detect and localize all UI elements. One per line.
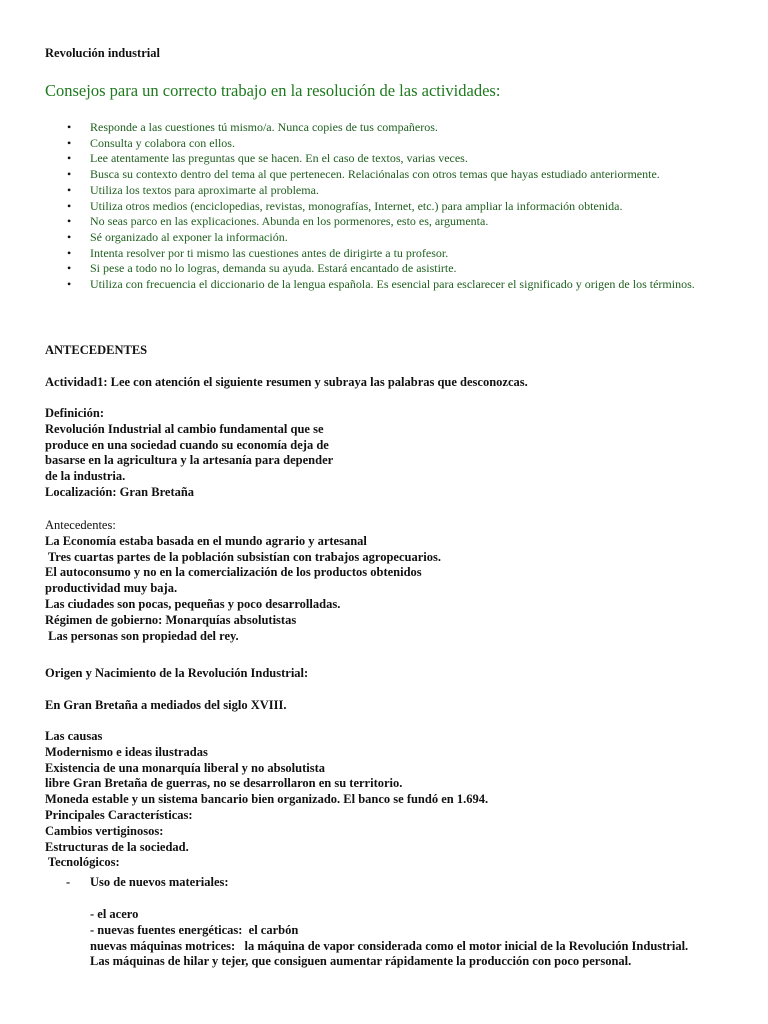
- origen-heading: Origen y Nacimiento de la Revolución Industrial:: [45, 666, 309, 680]
- materiales-item: [66, 874, 229, 890]
- antecedentes-label: Antecedentes:: [45, 518, 116, 532]
- bullet-icon: •: [67, 198, 72, 213]
- tips-list-item: • Intenta resolver por ti mismo las cuestiones antes de dirigirte a tu profesor.: [67, 245, 449, 260]
- causas-line: Modernismo e ideas ilustradas: [45, 744, 208, 759]
- bullet-icon: •: [67, 214, 72, 229]
- materiales-sublist: [90, 907, 688, 970]
- causas-heading: Las causas: [45, 729, 103, 743]
- antecedentes-line: La Economía estaba basada en el mundo agrario y artesanal: [45, 533, 367, 548]
- bullet-icon: •: [67, 245, 72, 260]
- tips-list-item: • Utiliza con frecuencia el diccionario de la lengua española. Es esencial para esclarecer el significado y origen de los términos.: [67, 277, 695, 292]
- tips-list-item: • Sé organizado al exponer la información.: [67, 229, 288, 244]
- definicion-line: produce en una sociedad cuando su economía deja de: [45, 437, 329, 452]
- tips-list-item: • Busca su contexto dentro del tema al que pertenecen. Relaciónalas con otros temas que hayas estudiado anteriormente.: [67, 167, 660, 182]
- definicion-block: [45, 406, 333, 501]
- tips-list-item: • No seas parco en las explicaciones. Abunda en los pormenores, esto es, argumenta.: [67, 214, 489, 229]
- antecedentes-line: Las personas son propiedad del rey.: [45, 628, 239, 643]
- tips-list: [45, 120, 705, 293]
- antecedentes-line: Régimen de gobierno: Monarquías absolutistas: [45, 612, 297, 627]
- tips-list-item: • Consulta y colabora con ellos.: [67, 135, 235, 150]
- causas-line: Moneda estable y un sistema bancario bien organizado. El banco se fundó en 1.694.: [45, 792, 489, 807]
- tips-list-item: • Utiliza otros medios (enciclopedias, revistas, monografías, Internet, etc.) para ampliar la información obtenida.: [67, 198, 623, 213]
- sublist-line: - nuevas fuentes energéticas: el carbón: [90, 922, 299, 937]
- causas-block: [45, 729, 488, 871]
- antecedentes-line: productividad muy baja.: [45, 581, 178, 596]
- bullet-icon: •: [67, 229, 72, 244]
- causas-line: Cambios vertiginosos:: [45, 823, 164, 838]
- actividad1-instruction: Actividad1: Lee con atención el siguiente resumen y subraya las palabras que desconozcas.: [45, 375, 528, 389]
- bullet-icon: •: [67, 120, 72, 134]
- tips-heading: Consejos para un correcto trabajo en la resolución de las actividades:: [45, 81, 501, 100]
- sublist-line: Las máquinas de hilar y tejer, que consiguen aumentar rápidamente la producción con poco personal.: [90, 954, 632, 969]
- sublist-line: - el acero: [90, 907, 139, 921]
- bullet-icon: •: [67, 135, 72, 150]
- tips-list-item: • Utiliza los textos para aproximarte al problema.: [67, 182, 319, 197]
- bullet-icon: •: [67, 261, 72, 276]
- dash-marker: -: [66, 875, 71, 889]
- bullet-icon: •: [67, 167, 72, 182]
- causas-line: Estructuras de la sociedad.: [45, 839, 189, 854]
- bullet-icon: •: [67, 182, 72, 197]
- caracteristicas-heading: Principales Características:: [45, 807, 193, 822]
- antecedentes-line: Las ciudades son pocas, pequeñas y poco desarrolladas.: [45, 596, 341, 611]
- bullet-icon: •: [67, 151, 72, 166]
- tecnologicos-label: Tecnológicos:: [45, 855, 120, 870]
- antecedentes-line: El autoconsumo y no en la comercialización de los productos obtenidos: [45, 565, 422, 580]
- tips-list-item: • Si pese a todo no lo logras, demanda su ayuda. Estará encantado de asistirte.: [67, 261, 457, 276]
- materiales-label: Uso de nuevos materiales:: [90, 875, 229, 889]
- document-title: Revolución industrial: [45, 46, 160, 60]
- definicion-line: Revolución Industrial al cambio fundamental que se: [45, 421, 324, 436]
- antecedentes-block: [45, 518, 441, 644]
- causas-line: Existencia de una monarquía liberal y no absolutista: [45, 760, 326, 775]
- definicion-line: basarse en la agricultura y la artesanía para depender: [45, 453, 334, 468]
- antecedentes-heading: ANTECEDENTES: [45, 343, 148, 357]
- antecedentes-line: Tres cuartas partes de la población subsistían con trabajos agropecuarios.: [45, 549, 441, 564]
- sublist-line: nuevas máquinas motrices: la máquina de vapor considerada como el motor inicial de la Revolución Industrial.: [90, 938, 689, 953]
- definicion-line: de la industria.: [45, 469, 126, 484]
- tips-list-item: • Responde a las cuestiones tú mismo/a. Nunca copies de tus compañeros.: [67, 120, 438, 134]
- causas-line: libre Gran Bretaña de guerras, no se desarrollaron en su territorio.: [45, 776, 403, 791]
- bullet-icon: •: [67, 277, 72, 292]
- tips-list-item: • Lee atentamente las preguntas que se hacen. En el caso de textos, varias veces.: [67, 151, 468, 166]
- localizacion-line: Localización: Gran Bretaña: [45, 484, 195, 499]
- definicion-label: Definición:: [45, 406, 105, 420]
- origen-text: En Gran Bretaña a mediados del siglo XVIII.: [45, 698, 287, 712]
